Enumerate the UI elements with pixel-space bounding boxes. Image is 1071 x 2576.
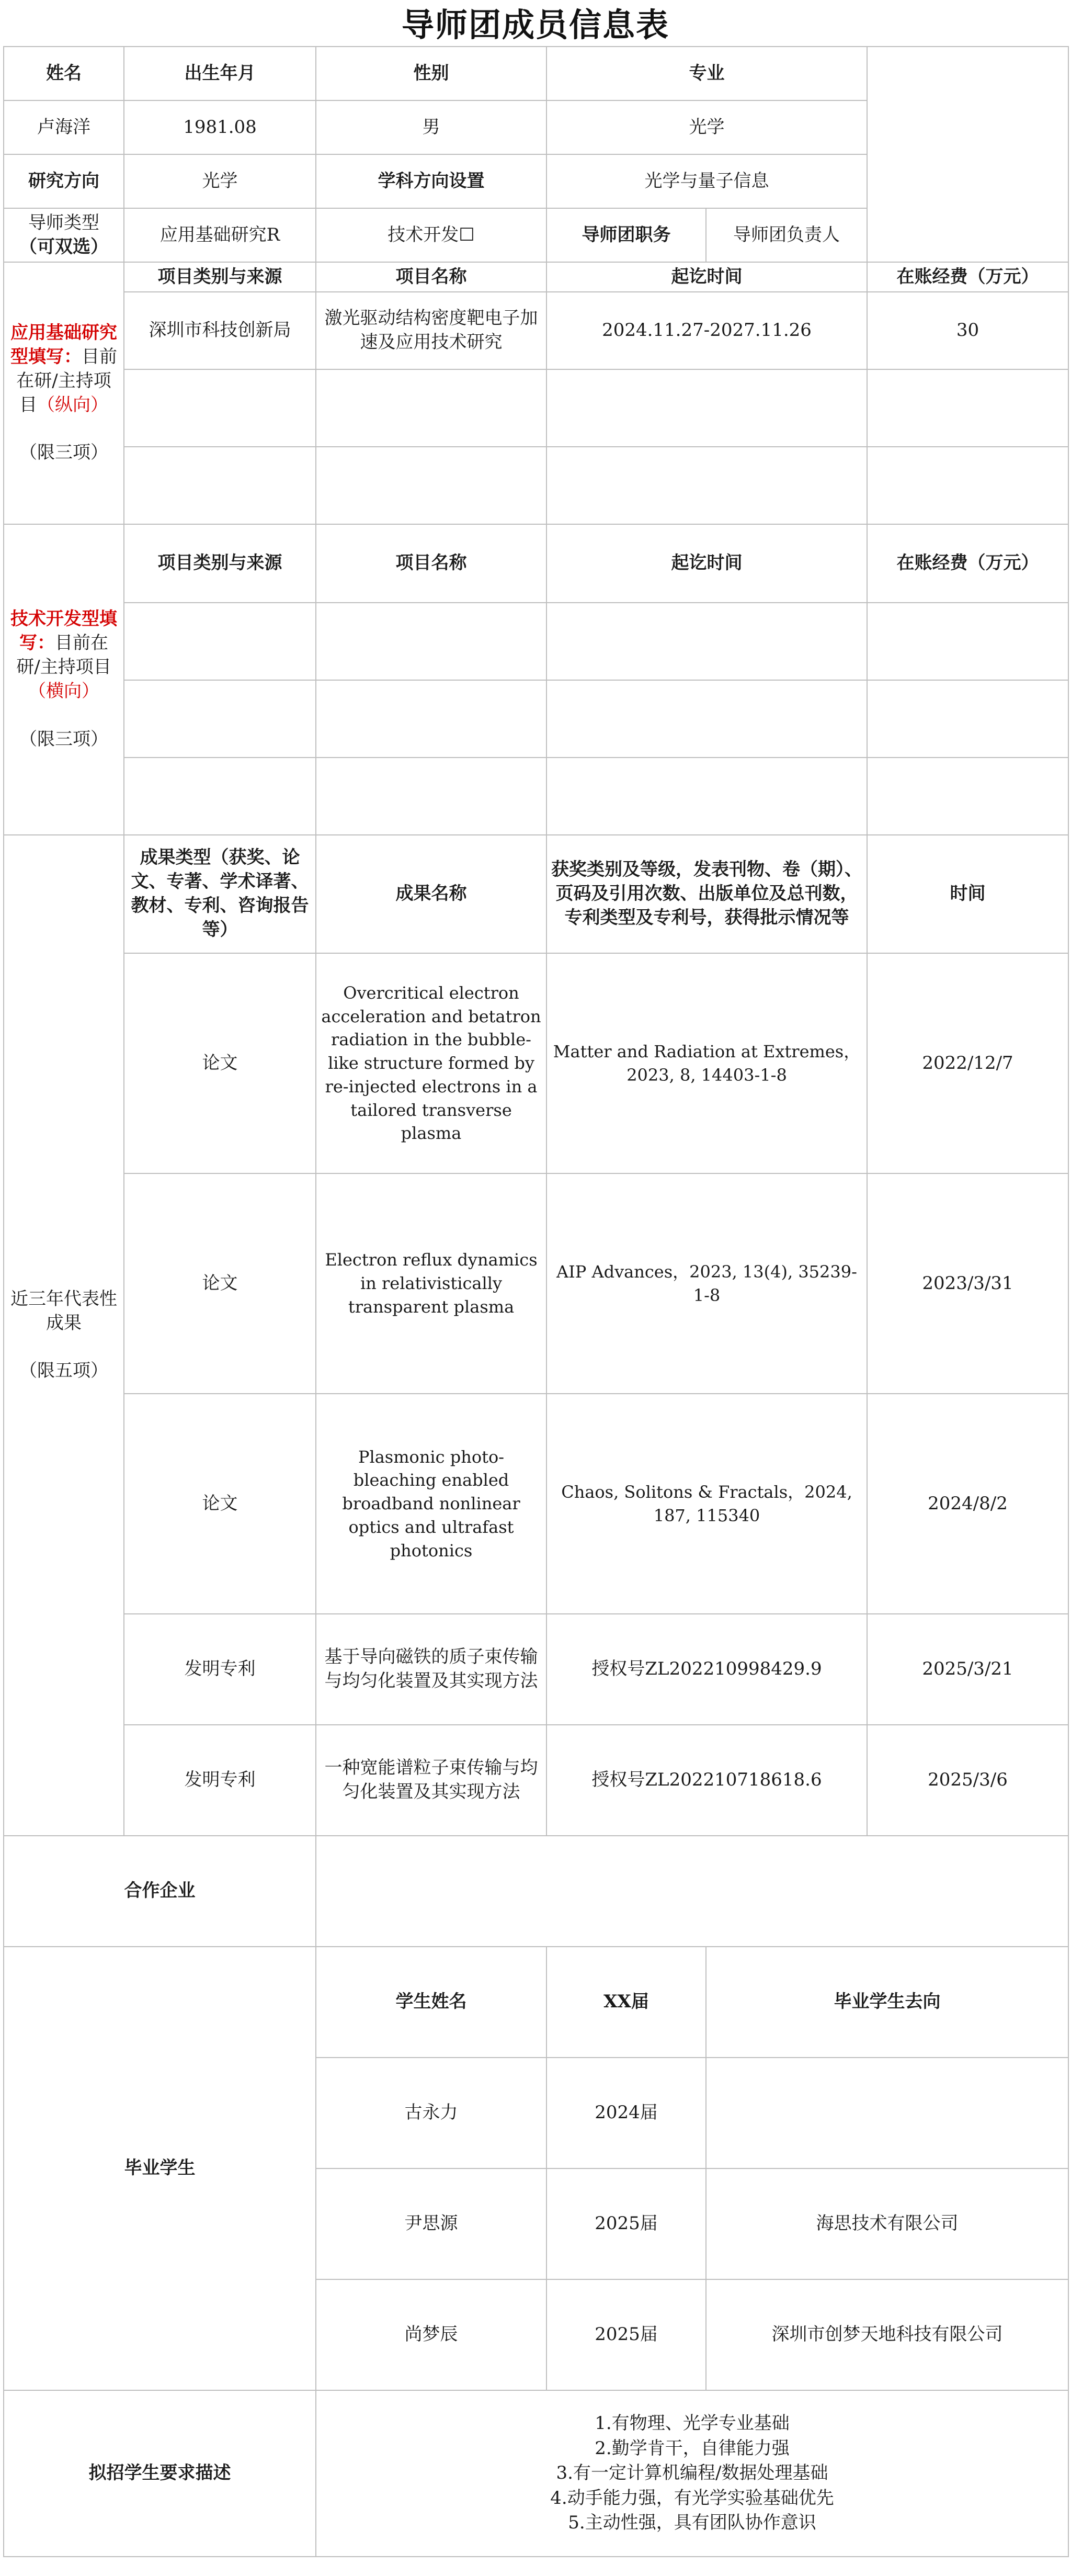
achievement-type: 论文 bbox=[124, 953, 316, 1173]
birth-value: 1981.08 bbox=[124, 100, 316, 154]
tech-row-name bbox=[316, 758, 546, 835]
list-item: 3.有一定计算机编程/数据处理基础 bbox=[556, 2462, 828, 2484]
achievement-name: Electron reflux dynamics in relativistically transparent plasma bbox=[316, 1173, 546, 1394]
tech-row-funds bbox=[867, 758, 1068, 835]
achievements-side-limit: （限五项） bbox=[19, 1360, 108, 1382]
research-value: 光学 bbox=[124, 154, 316, 208]
tech-row-funds bbox=[867, 680, 1068, 758]
list-item: 4.动手能力强，有光学实验基础优先 bbox=[550, 2487, 834, 2509]
applied-projects-side-label bbox=[4, 262, 124, 524]
applied-header-name: 项目名称 bbox=[316, 262, 546, 292]
table-row bbox=[4, 758, 1068, 835]
applied-row-source bbox=[124, 447, 316, 524]
achievement-name: Overcritical electron acceleration and betatron radiation in the bubble-like structure formed by re-injected electrons in a tailored transverse plasma bbox=[316, 953, 546, 1173]
achievement-date: 2025/3/21 bbox=[867, 1614, 1068, 1725]
applied-row-source bbox=[124, 369, 316, 447]
type-tech-option: 技术开发☐ bbox=[316, 208, 546, 262]
tech-row-source bbox=[124, 603, 316, 680]
applied-row-period: 2024.11.27-2027.11.26 bbox=[546, 292, 867, 369]
achievement-header-date: 时间 bbox=[867, 835, 1068, 953]
applied-row-source: 深圳市科技创新局 bbox=[124, 292, 316, 369]
graduate-destination: 海思技术有限公司 bbox=[706, 2168, 1068, 2279]
list-item: 1.有物理、光学专业基础 bbox=[595, 2413, 790, 2434]
position-label: 导师团职务 bbox=[546, 208, 706, 262]
achievement-detail: 授权号ZL202210998429.9 bbox=[546, 1614, 867, 1725]
graduate-year: 2024届 bbox=[546, 2058, 706, 2168]
position-value: 导师团负责人 bbox=[706, 208, 867, 262]
graduate-name: 尹思源 bbox=[316, 2168, 546, 2279]
tech-side-red-1: 技术开发型填写： bbox=[10, 608, 117, 654]
gender-label: 性别 bbox=[316, 47, 546, 100]
achievement-name: Plasmonic photo-bleaching enabled broadband nonlinear optics and ultrafast photonics bbox=[316, 1394, 546, 1614]
table-row bbox=[4, 292, 1068, 369]
graduate-name: 古永力 bbox=[316, 2058, 546, 2168]
achievements-side-title: 近三年代表性成果 bbox=[10, 1288, 117, 1334]
partner-label: 合作企业 bbox=[4, 1836, 316, 1947]
tech-header-period: 起讫时间 bbox=[546, 524, 867, 603]
discipline-label: 学科方向设置 bbox=[316, 154, 546, 208]
achievements-side-label bbox=[4, 835, 124, 1836]
applied-row-name bbox=[316, 369, 546, 447]
tech-row-name bbox=[316, 680, 546, 758]
mentor-type-label bbox=[4, 208, 124, 262]
name-value: 卢海洋 bbox=[4, 100, 124, 154]
requirements-label: 拟招学生要求描述 bbox=[4, 2390, 316, 2557]
applied-row-name: 激光驱动结构密度靶电子加速及应用技术研究 bbox=[316, 292, 546, 369]
applied-header-period: 起讫时间 bbox=[546, 262, 867, 292]
achievement-header-name: 成果名称 bbox=[316, 835, 546, 953]
birth-label: 出生年月 bbox=[124, 47, 316, 100]
applied-side-limit: （限三项） bbox=[19, 442, 108, 464]
achievement-date: 2024/8/2 bbox=[867, 1394, 1068, 1614]
graduate-destination bbox=[706, 2058, 1068, 2168]
major-value: 光学 bbox=[546, 100, 867, 154]
tech-side-limit: （限三项） bbox=[19, 728, 108, 750]
tech-header-name: 项目名称 bbox=[316, 524, 546, 603]
tech-header-source: 项目类别与来源 bbox=[124, 524, 316, 603]
tech-projects-side-label bbox=[4, 524, 124, 835]
partner-value bbox=[316, 1836, 1068, 1947]
name-label: 姓名 bbox=[4, 47, 124, 100]
applied-side-red-1: 应用基础研究型填写： bbox=[10, 322, 117, 367]
applied-side-red-2: （纵向） bbox=[37, 394, 108, 415]
discipline-value: 光学与量子信息 bbox=[546, 154, 867, 208]
graduate-name: 尚梦辰 bbox=[316, 2279, 546, 2390]
table-row bbox=[4, 1614, 1068, 1725]
list-item: 2.勤学肯干，自律能力强 bbox=[595, 2437, 790, 2459]
graduates-header-destination: 毕业学生去向 bbox=[706, 1947, 1068, 2058]
achievement-date: 2023/3/31 bbox=[867, 1173, 1068, 1394]
list-item: 5.主动性强，具有团队协作意识 bbox=[568, 2512, 816, 2534]
tech-side-black: 目前在研/主持项目 bbox=[16, 632, 111, 678]
tech-header-funds: 在账经费（万元） bbox=[867, 524, 1068, 603]
type-applied-option: 应用基础研究R bbox=[124, 208, 316, 262]
table-row bbox=[4, 1394, 1068, 1614]
graduates-header-year: XX届 bbox=[546, 1947, 706, 2058]
applied-row-funds bbox=[867, 369, 1068, 447]
requirements-list bbox=[316, 2390, 1068, 2557]
achievement-date: 2022/12/7 bbox=[867, 953, 1068, 1173]
applied-row-period bbox=[546, 369, 867, 447]
achievement-name: 基于导向磁铁的质子束传输与均匀化装置及其实现方法 bbox=[316, 1614, 546, 1725]
table-row bbox=[4, 680, 1068, 758]
applied-row-period bbox=[546, 447, 867, 524]
tech-row-name bbox=[316, 603, 546, 680]
applied-side-black: 目前在研/主持项目 bbox=[16, 346, 117, 415]
graduate-year: 2025届 bbox=[546, 2168, 706, 2279]
tech-row-period bbox=[546, 603, 867, 680]
achievement-type: 论文 bbox=[124, 1173, 316, 1394]
table-row bbox=[4, 953, 1068, 1173]
mentor-info-table bbox=[3, 46, 1069, 2557]
achievement-type: 论文 bbox=[124, 1394, 316, 1614]
mentor-type-label-line2: （可双选） bbox=[19, 236, 108, 257]
gender-value: 男 bbox=[316, 100, 546, 154]
table-row bbox=[4, 447, 1068, 524]
table-row bbox=[4, 1725, 1068, 1836]
page-title: 导师团成员信息表 bbox=[401, 5, 669, 44]
applied-header-source: 项目类别与来源 bbox=[124, 262, 316, 292]
research-label: 研究方向 bbox=[4, 154, 124, 208]
table-row bbox=[4, 603, 1068, 680]
table-row bbox=[4, 369, 1068, 447]
mentor-type-label-line1: 导师类型 bbox=[28, 212, 99, 233]
tech-row-period bbox=[546, 758, 867, 835]
achievement-detail: Matter and Radiation at Extremes，2023, 8, 14403-1-8 bbox=[546, 953, 867, 1173]
photo-cell bbox=[867, 47, 1068, 262]
achievement-type: 发明专利 bbox=[124, 1614, 316, 1725]
applied-row-funds: 30 bbox=[867, 292, 1068, 369]
applied-row-funds bbox=[867, 447, 1068, 524]
tech-row-funds bbox=[867, 603, 1068, 680]
graduates-header-name: 学生姓名 bbox=[316, 1947, 546, 2058]
achievement-type: 发明专利 bbox=[124, 1725, 316, 1836]
achievement-header-type: 成果类型（获奖、论文、专著、学术译著、教材、专利、咨询报告等） bbox=[124, 835, 316, 953]
graduate-year: 2025届 bbox=[546, 2279, 706, 2390]
achievement-header-detail: 获奖类别及等级，发表刊物、卷（期）、页码及引用次数、出版单位及总刊数，专利类型及专利号，获得批示情况等 bbox=[546, 835, 867, 953]
table-row bbox=[4, 1173, 1068, 1394]
tech-row-source bbox=[124, 758, 316, 835]
tech-row-source bbox=[124, 680, 316, 758]
major-label: 专业 bbox=[546, 47, 867, 100]
achievement-detail: AIP Advances，2023, 13(4), 35239-1-8 bbox=[546, 1173, 867, 1394]
tech-side-red-2: （横向） bbox=[28, 681, 99, 702]
tech-row-period bbox=[546, 680, 867, 758]
graduates-label: 毕业学生 bbox=[4, 1947, 316, 2390]
applied-row-name bbox=[316, 447, 546, 524]
applied-header-funds: 在账经费（万元） bbox=[867, 262, 1068, 292]
achievement-detail: 授权号ZL202210718618.6 bbox=[546, 1725, 867, 1836]
achievement-name: 一种宽能谱粒子束传输与均匀化装置及其实现方法 bbox=[316, 1725, 546, 1836]
achievement-detail: Chaos, Solitons & Fractals，2024, 187, 115340 bbox=[546, 1394, 867, 1614]
achievement-date: 2025/3/6 bbox=[867, 1725, 1068, 1836]
graduate-destination: 深圳市创梦天地科技有限公司 bbox=[706, 2279, 1068, 2390]
